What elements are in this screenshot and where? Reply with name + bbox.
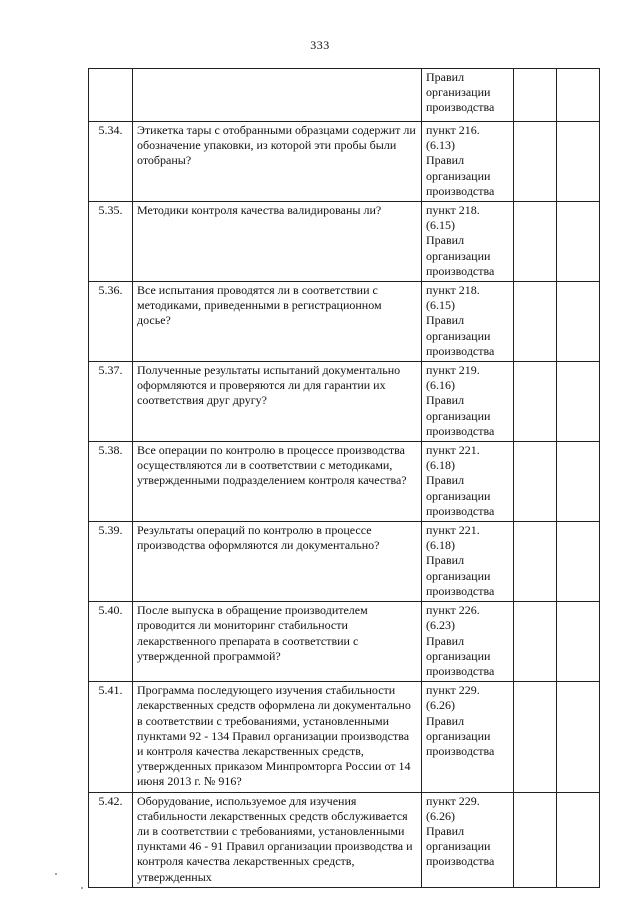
answer-cell-yes[interactable] [514, 202, 557, 282]
reference-line: (6.16) [426, 378, 455, 393]
answer-cell-no[interactable] [557, 122, 600, 202]
table-row [89, 602, 600, 682]
regulation-reference [422, 442, 514, 522]
reference-line: пункт 218. [426, 283, 480, 298]
answer-cell-yes[interactable] [514, 602, 557, 682]
table-row [89, 792, 600, 887]
page-number: 333 [310, 38, 330, 52]
reference-line: (6.18) [426, 538, 455, 553]
answer-cell-no[interactable] [557, 682, 600, 792]
reference-line: производства [426, 663, 495, 678]
reference-line: (6.26) [426, 808, 455, 823]
answer-cell-yes[interactable] [514, 522, 557, 602]
item-number: 5.39. [89, 522, 133, 602]
table-row [89, 362, 600, 442]
reference-line: (6.23) [426, 618, 455, 633]
answer-cell-yes[interactable] [514, 792, 557, 887]
reference-line: производства [426, 743, 495, 758]
reference-line: организации [426, 728, 491, 743]
reference-line: пункт 221. [426, 443, 480, 458]
answer-cell-no[interactable] [557, 792, 600, 887]
reference-line: производства [426, 583, 495, 598]
reference-line: Правил [426, 473, 465, 488]
reference-line: производства [426, 183, 495, 198]
table-row [89, 522, 600, 602]
regulation-reference [422, 69, 514, 122]
checklist-question: Методики контроля качества валидированы ли? [133, 202, 422, 282]
answer-cell-no[interactable] [557, 602, 600, 682]
reference-line: Правил [426, 313, 465, 328]
regulation-reference [422, 682, 514, 792]
checklist-question: Результаты операций по контролю в процессе производства оформляются ли документально? [133, 522, 422, 602]
reference-line: Правил [426, 153, 465, 168]
answer-cell-yes[interactable] [514, 69, 557, 122]
item-number: 5.41. [89, 682, 133, 792]
reference-line: организации [426, 328, 491, 343]
reference-line: пункт 218. [426, 203, 480, 218]
checklist-question: Оборудование, используемое для изучения стабильности лекарственных средств обслуживается ли в соответствии с требованиями, установленными пунктами 46 - 91 Правил организации производства и контроля качества лекарственных средств, утвержденных [133, 792, 422, 887]
checklist-question: Этикетка тары с отобранными образцами содержит ли обозначение упаковки, из которой эти пробы были отобраны? [133, 122, 422, 202]
table-row [89, 122, 600, 202]
answer-cell-yes[interactable] [514, 442, 557, 522]
answer-cell-yes[interactable] [514, 362, 557, 442]
reference-line: (6.15) [426, 298, 455, 313]
answer-cell-no[interactable] [557, 202, 600, 282]
reference-line: организации [426, 648, 491, 663]
reference-line: Правил [426, 233, 465, 248]
item-number: 5.34. [89, 122, 133, 202]
reference-line: (6.15) [426, 218, 455, 233]
reference-line: Правил [426, 70, 465, 84]
regulation-reference [422, 362, 514, 442]
regulation-reference [422, 602, 514, 682]
item-number: 5.36. [89, 282, 133, 362]
scan-speck [81, 887, 83, 889]
item-number: 5.38. [89, 442, 133, 522]
table-row [89, 442, 600, 522]
table-row [89, 202, 600, 282]
reference-line: пункт 229. [426, 683, 480, 698]
item-number: 5.40. [89, 602, 133, 682]
answer-cell-no[interactable] [557, 69, 600, 122]
checklist-question: Программа последующего изучения стабильности лекарственных средств оформлена ли документально в соответствии с требованиями, установленными пунктами 92 - 134 Правил организации производства и контроля качества лекарственных средств, утвержденных приказом Минпромторга России от 14 июня 2013 г. № 916? [133, 682, 422, 792]
reference-line: Правил [426, 553, 465, 568]
reference-line: производства [426, 263, 495, 278]
table-row [89, 69, 600, 122]
reference-line: организации [426, 168, 491, 183]
reference-line: производства [426, 854, 495, 869]
reference-line: пункт 221. [426, 523, 480, 538]
answer-cell-no[interactable] [557, 362, 600, 442]
checklist-question: Все операции по контролю в процессе производства осуществляются ли в соответствии с методиками, утвержденными подразделением контроля качества? [133, 442, 422, 522]
answer-cell-no[interactable] [557, 442, 600, 522]
item-number: 5.42. [89, 792, 133, 887]
reference-line: (6.26) [426, 698, 455, 713]
answer-cell-no[interactable] [557, 282, 600, 362]
reference-line: (6.13) [426, 138, 455, 153]
checklist-question: Полученные результаты испытаний документально оформляются и проверяются ли для гарантии их соответствия друг другу? [133, 362, 422, 442]
scan-speck [55, 873, 57, 875]
reference-line: пункт 229. [426, 793, 480, 808]
reference-line: организации [426, 248, 491, 263]
reference-line: пункт 226. [426, 603, 480, 618]
reference-line: (6.18) [426, 458, 455, 473]
checklist-body [89, 69, 600, 888]
regulation-reference [422, 792, 514, 887]
item-number: 5.35. [89, 202, 133, 282]
checklist-question [133, 69, 422, 122]
reference-line: производства [426, 503, 495, 518]
reference-line: Правил [426, 393, 465, 408]
checklist-question: После выпуска в обращение производителем проводится ли мониторинг стабильности лекарственного препарата в соответствии с утвержденной программой? [133, 602, 422, 682]
reference-line: организации [426, 839, 491, 854]
regulation-reference [422, 282, 514, 362]
answer-cell-yes[interactable] [514, 682, 557, 792]
reference-line: производства [426, 100, 495, 115]
table-row [89, 682, 600, 792]
answer-cell-yes[interactable] [514, 122, 557, 202]
reference-line: организации [426, 568, 491, 583]
regulation-reference [422, 522, 514, 602]
item-number [89, 69, 133, 122]
reference-line: производства [426, 423, 495, 438]
regulation-reference [422, 202, 514, 282]
reference-line: производства [426, 343, 495, 358]
regulation-reference [422, 122, 514, 202]
answer-cell-no[interactable] [557, 522, 600, 602]
reference-line: организации [426, 488, 491, 503]
checklist-table [88, 68, 600, 888]
checklist-question: Все испытания проводятся ли в соответствии с методиками, приведенными в регистрационном досье? [133, 282, 422, 362]
answer-cell-yes[interactable] [514, 282, 557, 362]
reference-line: организации [426, 408, 491, 423]
reference-line: пункт 216. [426, 123, 480, 137]
reference-line: Правил [426, 633, 465, 648]
reference-line: организации [426, 85, 491, 100]
item-number: 5.37. [89, 362, 133, 442]
reference-line: пункт 219. [426, 363, 480, 378]
table-row [89, 282, 600, 362]
reference-line: Правил [426, 823, 465, 838]
reference-line: Правил [426, 713, 465, 728]
